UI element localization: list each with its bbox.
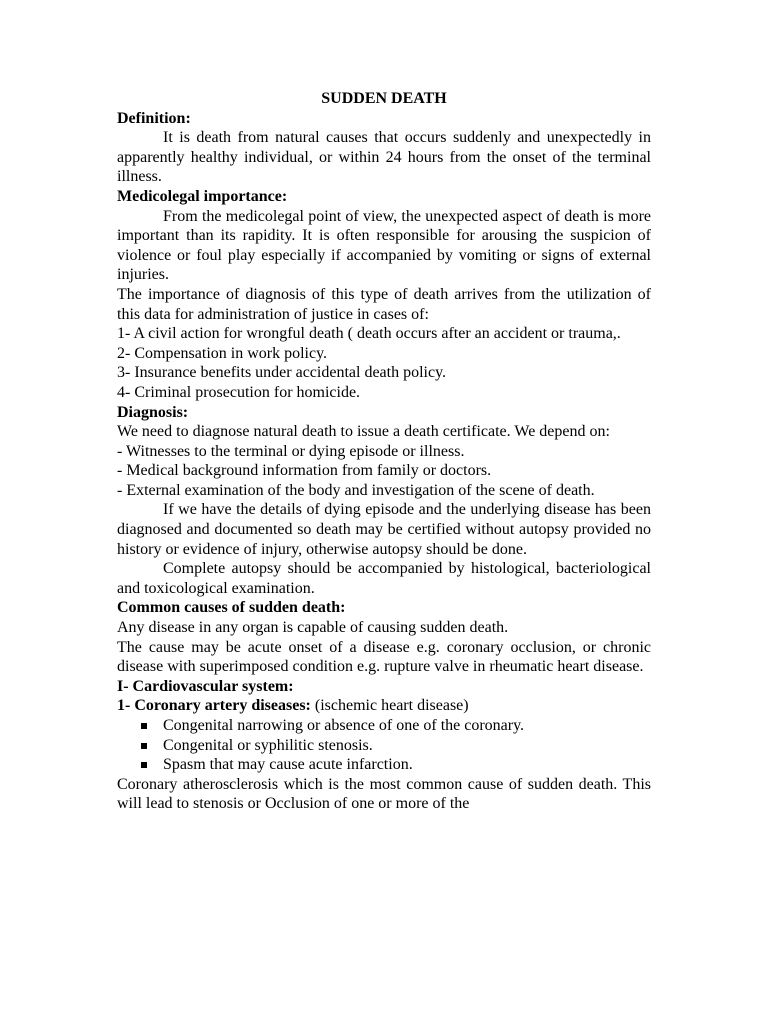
list-item: [117, 755, 651, 775]
coronary-bullet-list: [117, 716, 651, 775]
square-bullet-icon: [141, 762, 147, 768]
bullet-text: Spasm that may cause acute infarction.: [163, 756, 413, 774]
coronary-note: (ischemic heart disease): [310, 697, 469, 715]
list-item: - External examination of the body and investigation of the scene of death.: [117, 481, 595, 499]
bullet-text: Congenital or syphilitic stenosis.: [163, 736, 373, 754]
causes-paragraph: The cause may be acute onset of a disease e.g. coronary occlusion, or chronic disease with superimposed condition e.g. rupture valve in rheumatic heart disease.: [117, 638, 651, 676]
document-body: [117, 89, 651, 814]
definition-text: It is death from natural causes that occurs suddenly and unexpectedly in apparently healthy individual, or within 24 hours from the onset of the terminal illness.: [117, 129, 651, 186]
causes-heading: Common causes of sudden death:: [117, 599, 346, 617]
medicolegal-paragraph: From the medicolegal point of view, the unexpected aspect of death is more important than its rapidity. It is often responsible for arousing the suspicion of violence or foul play especially if accompanied by vomiting or signs of external injuries.: [117, 207, 651, 284]
bullet-text: Congenital narrowing or absence of one of the coronary.: [163, 717, 525, 734]
cardio-heading: I- Cardiovascular system:: [117, 677, 294, 695]
cardio-closing-paragraph: Coronary atherosclerosis which is the most common cause of sudden death. This will lead to stenosis or Occlusion of one or more of the: [117, 775, 651, 813]
list-item: - Witnesses to the terminal or dying episode or illness.: [117, 442, 465, 460]
list-item: [117, 736, 651, 756]
square-bullet-icon: [141, 743, 147, 749]
diagnosis-paragraph: If we have the details of dying episode and the underlying disease has been diagnosed and documented so death may be certified without autopsy provided no history or evidence of injury, otherwise autopsy should be done.: [117, 501, 651, 558]
diagnosis-intro: We need to diagnose natural death to issue a death certificate. We depend on:: [117, 423, 610, 441]
page-title: SUDDEN DEATH: [321, 90, 447, 107]
list-item: 4- Criminal prosecution for homicide.: [117, 383, 361, 401]
list-item: 1- A civil action for wrongful death ( death occurs after an accident or trauma,.: [117, 325, 621, 343]
list-item: [117, 716, 651, 736]
diagnosis-heading: Diagnosis:: [117, 403, 189, 421]
list-item: - Medical background information from family or doctors.: [117, 462, 492, 480]
diagnosis-paragraph: Complete autopsy should be accompanied by histological, bacteriological and toxicological examination.: [117, 560, 651, 597]
list-item: 2- Compensation in work policy.: [117, 344, 328, 362]
definition-heading: Definition:: [117, 109, 191, 127]
coronary-heading: 1- Coronary artery diseases:: [117, 697, 311, 715]
medicolegal-heading: Medicolegal importance:: [117, 187, 288, 205]
list-item: 3- Insurance benefits under accidental death policy.: [117, 364, 447, 382]
medicolegal-paragraph: The importance of diagnosis of this type of death arrives from the utilization of this data for administration of justice in cases of:: [117, 285, 651, 323]
square-bullet-icon: [141, 723, 147, 729]
cardio-subheading: [117, 696, 651, 716]
causes-paragraph: Any disease in any organ is capable of causing sudden death.: [117, 619, 509, 637]
